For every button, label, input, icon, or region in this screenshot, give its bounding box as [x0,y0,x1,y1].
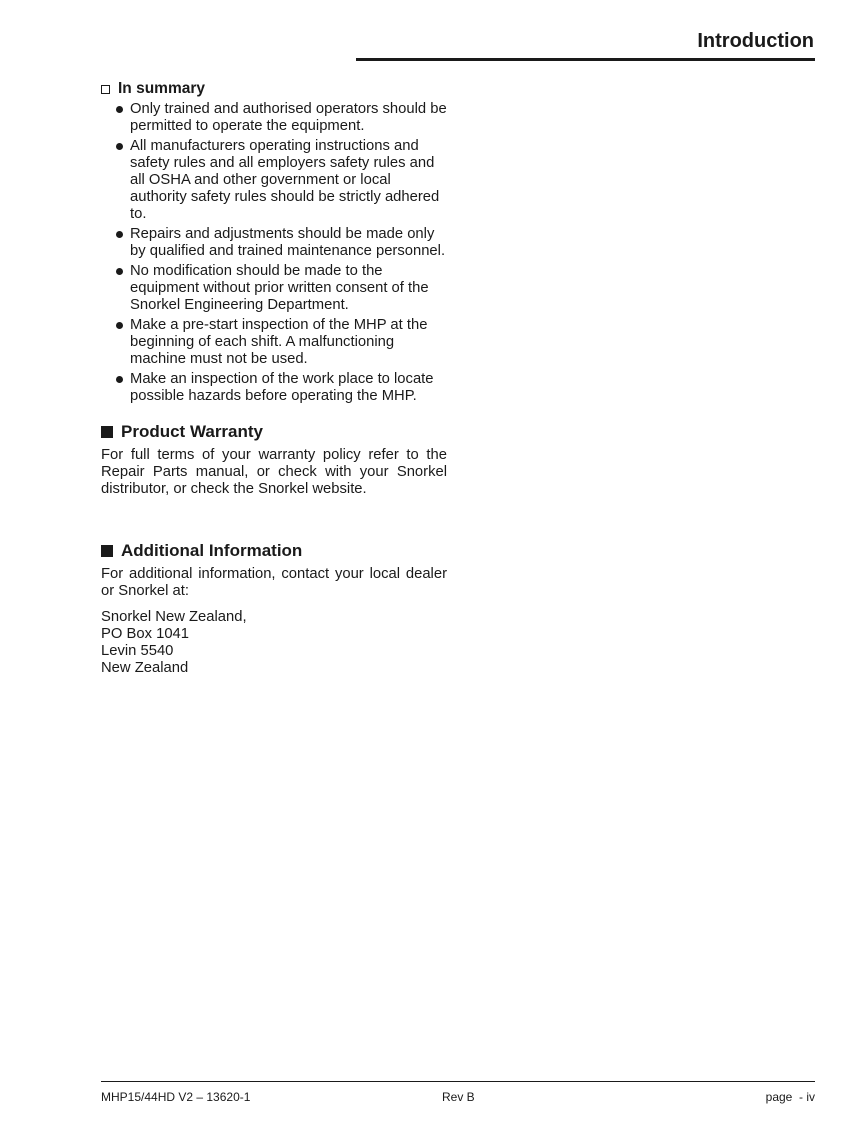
list-item-text: Make a pre-start inspection of the MHP at the beginning of each shift. A malfunctioning machine must not be used. [130,317,428,367]
warranty-text: For full terms of your warranty policy refer to the Repair Parts manual, or check with your Snorkel distributor, or check the Snorkel website. [101,447,447,497]
summary-list [101,101,447,405]
additional-info-heading [101,541,447,561]
main-content [101,80,447,677]
list-item-text: All manufacturers operating instructions and safety rules and all employers safety rules and all OSHA and other government or local authority safety rules should be strictly adhered to. [130,138,440,222]
checkbox-bullet-icon [101,85,110,94]
additional-info-heading-text: Additional Information [121,541,303,560]
summary-heading [101,80,447,98]
list-item [101,371,447,405]
list-item-text: No modification should be made to the equipment without prior written consent of the Snorkel Engineering Department. [130,263,429,313]
additional-info-section [101,541,447,677]
warranty-section [101,422,447,498]
list-item [101,263,447,314]
square-bullet-icon [101,426,113,438]
address-line: PO Box 1041 [101,626,190,642]
bullet-dot-icon [116,231,123,238]
bullet-dot-icon [116,322,123,329]
list-item-text: Repairs and adjustments should be made only by qualified and trained maintenance personnel. [130,226,446,259]
list-item [101,138,447,223]
bullet-dot-icon [116,376,123,383]
page-header-title: Introduction [697,30,814,52]
bullet-dot-icon [116,106,123,113]
header-rule [356,58,815,61]
warranty-heading-text: Product Warranty [121,422,264,441]
additional-info-text: For additional information, contact your local dealer or Snorkel at: [101,566,447,599]
list-item-text: Only trained and authorised operators should be permitted to operate the equipment. [130,101,447,134]
bullet-dot-icon [116,143,123,150]
address-line: Snorkel New Zealand, [101,609,247,625]
list-item [101,317,447,368]
bullet-dot-icon [116,268,123,275]
warranty-heading [101,422,447,442]
footer-revision: Rev B [442,1090,475,1104]
footer-page-number: page - iv [765,1090,815,1104]
address-line: New Zealand [101,660,189,676]
footer-rule [101,1081,815,1082]
list-item [101,226,447,260]
square-bullet-icon [101,545,113,557]
list-item-text: Make an inspection of the work place to locate possible hazards before operating the MHP. [130,371,434,404]
list-item [101,101,447,135]
footer-document-id: MHP15/44HD V2 – 13620-1 [101,1090,251,1104]
address-line: Levin 5540 [101,643,174,659]
summary-heading-text: In summary [118,80,206,97]
address-block [101,609,447,677]
